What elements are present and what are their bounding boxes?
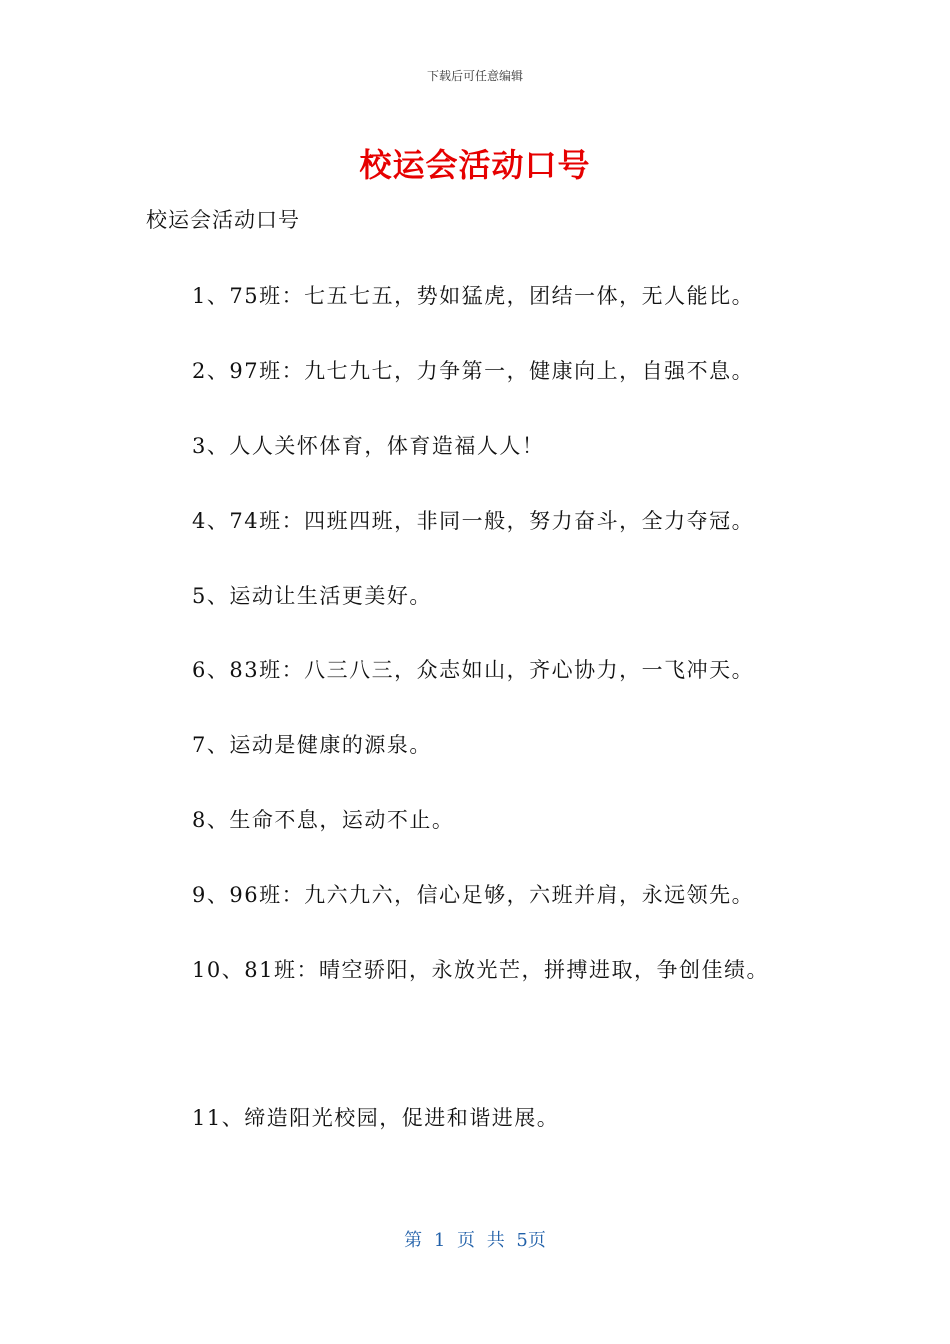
slogan-item: 7、运动是健康的源泉。 <box>192 733 432 757</box>
header-note: 下载后可任意编辑 <box>426 69 523 83</box>
slogan-item: 3、人人关怀体育，体育造福人人！ <box>192 434 545 458</box>
slogan-item: 8、生命不息，运动不止。 <box>192 808 455 832</box>
slogan-item: 5、运动让生活更美好。 <box>192 584 432 608</box>
slogan-item: 6、83班：八三八三，众志如山，齐心协力，一飞冲天。 <box>192 658 755 682</box>
slogan-item: 4、74班：四班四班，非同一般，努力奋斗，全力夺冠。 <box>192 509 755 533</box>
slogan-item: 9、96班：九六九六，信心足够，六班并肩，永远领先。 <box>192 883 755 907</box>
slogan-item: 2、97班：九七九七，力争第一，健康向上，自强不息。 <box>192 359 755 383</box>
slogan-item: 11、缔造阳光校园，促进和谐进展。 <box>192 1106 560 1130</box>
slogan-item: 1、75班：七五七五，势如猛虎，团结一体，无人能比。 <box>192 284 755 308</box>
document-title: 校运会活动口号 <box>359 146 591 184</box>
slogan-item: 10、81班：晴空骄阳，永放光芒，拼搏进取，争创佳绩。 <box>192 958 769 982</box>
page-footer: 第 1 页 共 5页 <box>404 1230 546 1251</box>
document-subtitle: 校运会活动口号 <box>146 208 300 232</box>
